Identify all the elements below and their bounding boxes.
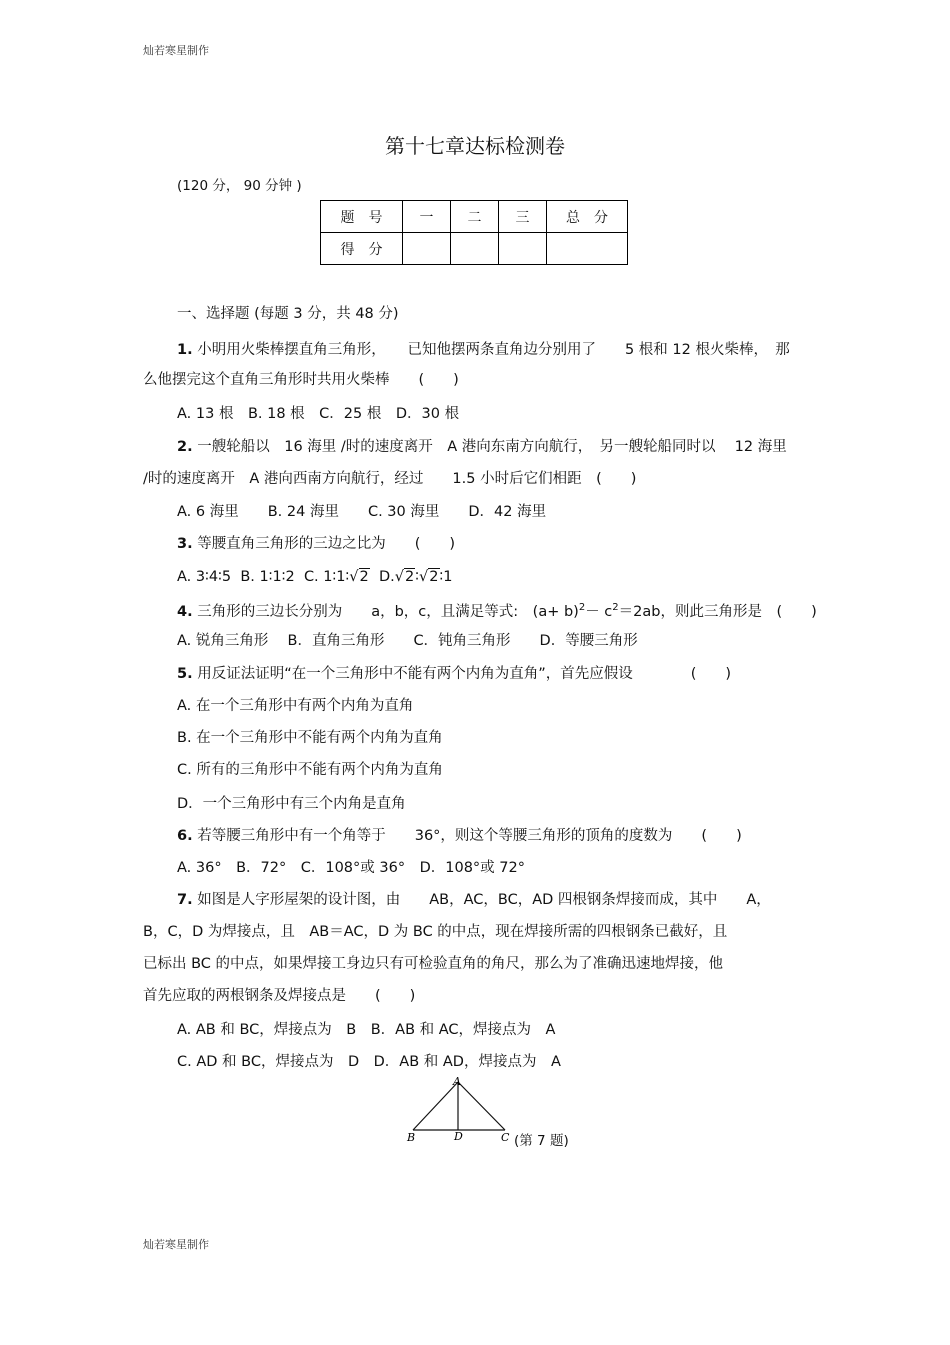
- score-table: [320, 200, 628, 265]
- question-text: － c: [585, 603, 613, 620]
- question-number: 1.: [177, 342, 193, 358]
- score-cell[interactable]: [499, 233, 547, 265]
- question-number: 5.: [177, 666, 193, 682]
- question-3: [177, 534, 455, 554]
- question-text-cont: B，C，D 为焊接点，且 AB＝AC，D 为 BC 的中点，现在焊接所需的四根钢条已截好，且: [143, 924, 728, 940]
- sqrt-symbol: √2: [349, 569, 369, 585]
- score-header-cell: 一: [403, 201, 451, 233]
- question-1: [177, 340, 790, 360]
- question-text: 等腰直角三角形的三边之比为 ( ): [197, 536, 456, 552]
- truss-figure: [400, 1074, 520, 1146]
- question-options: A. 6 海里 B. 24 海里 C. 30 海里 D．42 海里: [177, 504, 547, 520]
- question-options: [177, 567, 453, 587]
- edge-ab: [413, 1082, 458, 1130]
- ratio-separator: ∶: [415, 569, 420, 585]
- sqrt-symbol: √2: [394, 569, 415, 585]
- option-c: C. 所有的三角形中不能有两个内角为直角: [177, 762, 443, 778]
- question-text: 小明用火柴棒摆直角三角形， 已知他摆两条直角边分别用了 5 根和 12 根火柴棒， 那: [197, 342, 790, 358]
- question-text: 若等腰三角形中有一个角等于 36°，则这个等腰三角形的顶角的度数为 ( ): [197, 828, 742, 844]
- question-text-cont: 已标出 BC 的中点，如果焊接工身边只有可检验直角的角尺，那么为了准确迅速地焊接，他: [143, 956, 724, 972]
- question-text: 三角形的三边长分别为 a，b，c，且满足等式: (a+ b): [197, 603, 579, 620]
- score-cell[interactable]: [451, 233, 499, 265]
- exam-meta: (120 分， 90 分钟 ): [177, 178, 302, 194]
- score-table-score-row: [321, 233, 628, 265]
- question-text-cont: /时的速度离开 A 港向西南方向航行，经过 1.5 小时后它们相距 ( ): [143, 471, 637, 487]
- question-4: [177, 598, 817, 622]
- label-c: C: [501, 1131, 510, 1144]
- score-header-cell: 题 号: [321, 201, 403, 233]
- score-cell[interactable]: [547, 233, 628, 265]
- question-number: 6.: [177, 828, 193, 844]
- question-text: 一艘轮船以 16 海里 /时的速度离开 A 港向东南方向航行， 另一艘轮船同时以 12 海里: [197, 439, 787, 455]
- question-text-cont: 首先应取的两根钢条及焊接点是 ( ): [143, 988, 416, 1004]
- question-number: 3.: [177, 536, 193, 552]
- option-a: A. 3∶4∶5: [177, 569, 232, 585]
- option-d: D.: [378, 569, 395, 585]
- question-options: A. 锐角三角形 B．直角三角形 C．钝角三角形 D．等腰三角形: [177, 633, 638, 649]
- option-c: C. 1∶1∶: [303, 569, 350, 585]
- question-5: [177, 664, 731, 684]
- label-a: A: [453, 1075, 461, 1088]
- page-title: 第十七章达标检测卷: [385, 134, 565, 158]
- sqrt-symbol: √2: [419, 569, 439, 585]
- section-heading: 一、选择题 (每题 3 分，共 48 分): [177, 306, 399, 322]
- option-d: D．一个三角形中有三个内角是直角: [177, 796, 406, 812]
- score-label-cell: 得 分: [321, 233, 403, 265]
- question-options: A. 36° B．72° C．108°或 36° D．108°或 72°: [177, 860, 525, 876]
- question-number: 2.: [177, 439, 193, 455]
- question-2: [177, 437, 787, 457]
- figure-caption: (第 7 题): [514, 1133, 569, 1149]
- score-cell[interactable]: [403, 233, 451, 265]
- option-b: B. 1∶1∶2: [240, 569, 295, 585]
- question-text: ＝2ab，则此三角形是 ( ): [618, 603, 817, 620]
- question-options: A. 13 根 B. 18 根 C．25 根 D．30 根: [177, 406, 460, 422]
- question-options: A. AB 和 BC，焊接点为 B B．AB 和 AC，焊接点为 A: [177, 1022, 556, 1038]
- question-7: [177, 890, 771, 910]
- score-table-header-row: [321, 201, 628, 233]
- option-a: A. 在一个三角形中有两个内角为直角: [177, 698, 414, 714]
- exponent: 2: [578, 602, 586, 613]
- edge-ac: [458, 1082, 505, 1130]
- option-d-tail: ∶1: [439, 569, 453, 585]
- question-text: 如图是人字形屋架的设计图，由 AB，AC，BC，AD 四根钢条焊接而成，其中 A，: [197, 892, 771, 908]
- score-header-cell: 三: [499, 201, 547, 233]
- label-b: B: [407, 1131, 416, 1144]
- question-number: 7.: [177, 892, 193, 908]
- page-header: 灿若寒星制作: [143, 44, 209, 57]
- exponent: 2: [612, 602, 619, 613]
- question-6: [177, 826, 742, 846]
- page-footer: 灿若寒星制作: [143, 1238, 209, 1251]
- score-header-cell: 二: [451, 201, 499, 233]
- question-text: 用反证法证明“在一个三角形中不能有两个内角为直角”，首先应假设 ( ): [197, 666, 732, 682]
- score-header-cell: 总 分: [547, 201, 628, 233]
- question-text-cont: 么他摆完这个直角三角形时共用火柴棒 ( ): [143, 372, 459, 388]
- question-options: C. AD 和 BC，焊接点为 D D．AB 和 AD，焊接点为 A: [177, 1054, 561, 1070]
- label-d: D: [454, 1130, 463, 1143]
- option-b: B. 在一个三角形中不能有两个内角为直角: [177, 730, 443, 746]
- question-number: 4.: [177, 603, 193, 620]
